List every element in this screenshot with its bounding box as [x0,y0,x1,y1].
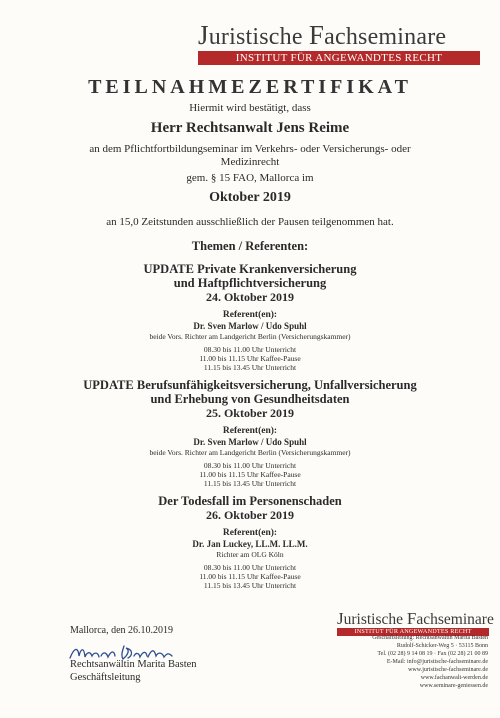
footer-logo [337,609,494,636]
referent-names: Dr. Sven Marlow / Udo Spuhl [193,437,307,447]
topic-date: 26. Oktober 2019 [205,508,295,522]
schedule: 08.30 bis 11.00 Uhr Unterricht 11.00 bis 11.15 Uhr Kaffee-Pause 11.15 bis 13.45 Uhr Unterricht [199,345,301,372]
schedule: 08.30 bis 11.00 Uhr Unterricht 11.00 bis 11.15 Uhr Kaffee-Pause 11.15 bis 13.45 Uhr Unterricht [199,461,301,488]
confirmation-text: Hiermit wird bestätigt, dass [189,102,311,114]
signer-role: Geschäftsleitung [70,672,141,683]
header-logo [198,22,480,65]
fao-line: gem. § 15 FAO, Mallorca im [186,172,314,184]
logo-subtitle: INSTITUT FÜR ANGEWANDTES RECHT [198,51,480,65]
topic-block [0,494,500,590]
seminar-month: Oktober 2019 [209,190,291,205]
signer-name: Rechtsanwältin Marita Basten [70,659,197,670]
hours-line: an 15,0 Zeitstunden ausschließlich der Pausen teilgenommen hat. [106,216,394,228]
themes-heading: Themen / Referenten: [191,239,309,253]
logo-title: Juristische Fachseminare [198,20,447,50]
schedule: 08.30 bis 11.00 Uhr Unterricht 11.00 bis 11.15 Uhr Kaffee-Pause 11.15 bis 13.45 Uhr Unterricht [199,563,301,590]
referent-description: beide Vors. Richter am Landgericht Berlin (Versicherungskammer) [149,332,351,341]
referent-names: Dr. Jan Luckey, LL.M. LL.M. [192,539,308,549]
participant-name: Herr Rechtsanwalt Jens Reime [150,120,350,136]
signer-block [70,658,197,684]
topic-block [0,378,500,488]
footer-logo-title: Juristische Fachseminare [337,609,494,628]
referent-names: Dr. Sven Marlow / Udo Spuhl [193,321,307,331]
referent-description: beide Vors. Richter am Landgericht Berlin (Versicherungskammer) [149,448,351,457]
topic-date: 24. Oktober 2019 [205,290,295,304]
footer-logo-subtitle: INSTITUT FÜR ANGEWANDTES RECHT [337,628,489,636]
referent-label: Referent(en): [222,528,278,538]
topic-title: Der Todesfall im Personenschaden [158,494,342,508]
contact-info: Geschäftsleitung: Rechtsanwältin Marita Basten Rudolf-Schicker-Weg 5 · 53115 Bonn Tel. (02 28) 9 14 08 19 · Fax (02 28) 21 00 89 E-Mail: info@juristische-fachseminare.de www.juristische-fachseminare.de www.fachanwalt-werden.de www.seminare-geniessen.de [372,635,488,689]
referent-label: Referent(en): [222,310,278,320]
seminar-description: an dem Pflichtfortbildungseminar im Verkehrs- oder Versicherungs- oder Medizinrecht [89,143,411,168]
topic-title: UPDATE Private Krankenversicherung und Haftpflichtversicherung [143,262,357,290]
topic-date: 25. Oktober 2019 [205,406,295,420]
place-date: Mallorca, den 26.10.2019 [70,625,174,636]
referent-description: Richter am OLG Köln [216,550,284,559]
topic-title: UPDATE Berufsunfähigkeitsversicherung, Unfallversicherung und Erhebung von Gesundheitsdaten [83,378,417,406]
certificate-title: TEILNAHMEZERTIFIKAT [88,76,412,98]
referent-label: Referent(en): [222,426,278,436]
topic-block [0,262,500,372]
